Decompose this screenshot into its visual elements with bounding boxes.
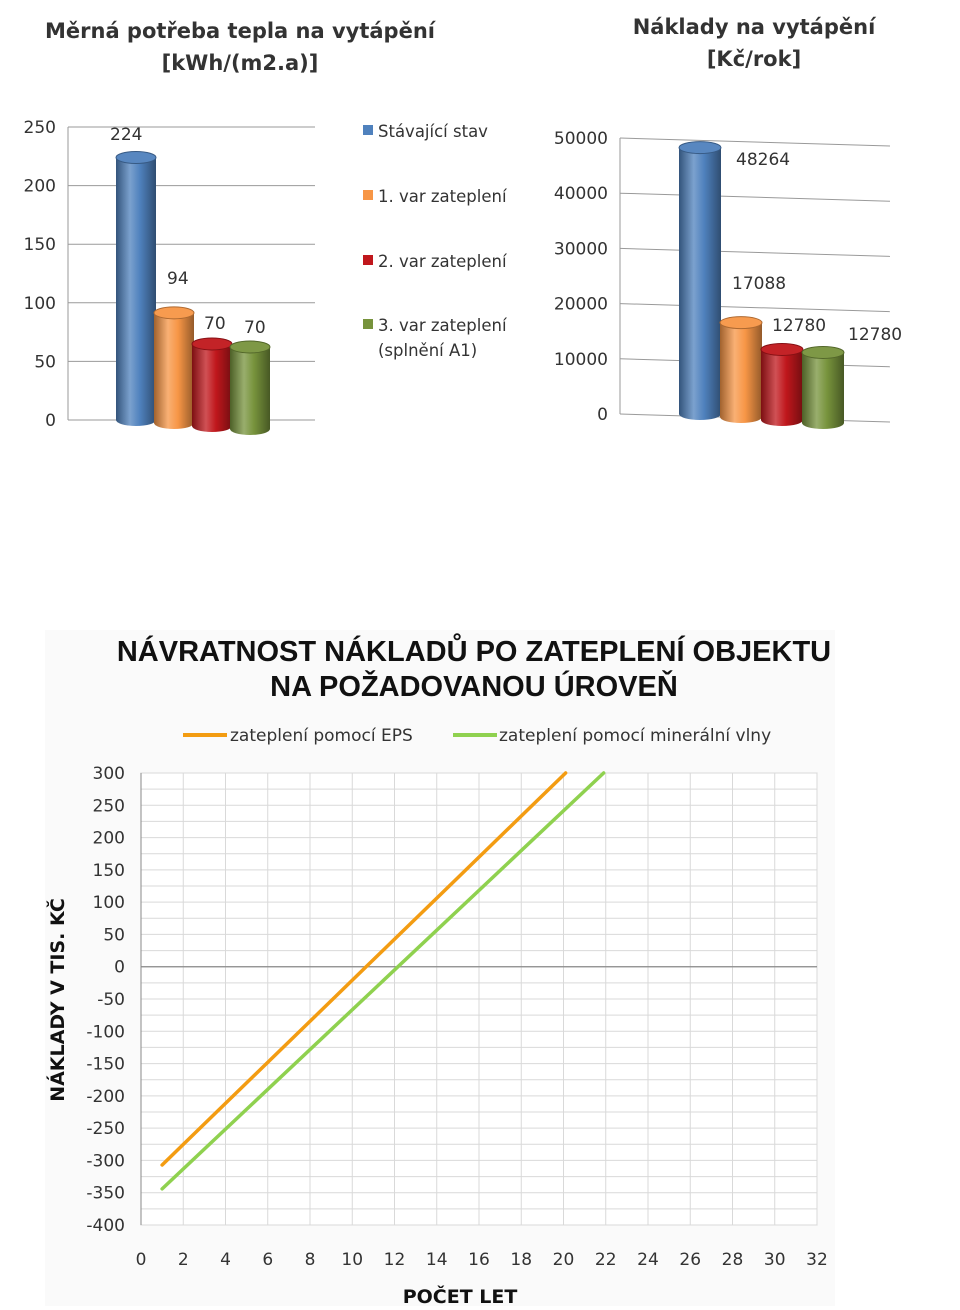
legend-entry-eps: zateplení pomocí EPS — [230, 726, 413, 746]
grid-line — [620, 248, 890, 256]
bar-top — [761, 343, 803, 355]
bar-top — [679, 142, 721, 154]
bar — [230, 347, 270, 435]
bars — [116, 151, 270, 435]
y-tick-label: 100 — [23, 293, 56, 314]
data-label: 70 — [204, 314, 226, 334]
bar-chart-heating-costs-svg — [530, 0, 960, 480]
y-tick-label: 250 — [92, 796, 125, 817]
y-tick-label: 50000 — [553, 129, 608, 149]
chart-subtitle: [Kč/rok] — [706, 47, 802, 71]
y-tick-label: 0 — [45, 411, 56, 431]
legend-swatch — [363, 190, 373, 200]
bar-top — [230, 341, 270, 353]
y-tick-label: -100 — [86, 1022, 125, 1043]
bar — [802, 352, 844, 429]
legend-entry-mineral-wool: zateplení pomocí minerální vlny — [499, 726, 772, 746]
data-label: 17088 — [732, 274, 787, 294]
x-tick-label: 22 — [594, 1250, 617, 1270]
data-label: 48264 — [736, 150, 791, 170]
bar-top — [192, 338, 232, 350]
legend-entry: 1. var zateplení — [378, 187, 507, 206]
bar-chart-heating-costs — [530, 0, 960, 480]
y-tick-label: 200 — [92, 828, 125, 849]
legend — [363, 122, 508, 360]
y-axis-title: NÁKLADY V TIS. KČ — [47, 898, 69, 1102]
bar-chart-heat-demand — [0, 0, 530, 480]
x-tick-label: 6 — [262, 1250, 274, 1270]
x-tick-label: 12 — [383, 1250, 406, 1270]
line-chart-payback — [40, 620, 920, 1306]
x-tick-label: 8 — [304, 1250, 316, 1270]
chart-subtitle: [kWh/(m2.a)] — [161, 51, 319, 75]
x-axis-title: POČET LET — [402, 1286, 518, 1306]
y-axis-ticks — [554, 129, 608, 425]
y-tick-label: -300 — [86, 1151, 125, 1172]
grid-line — [620, 193, 890, 201]
legend-swatch — [363, 125, 373, 135]
y-tick-label: 10000 — [553, 349, 608, 370]
x-tick-label: 2 — [177, 1250, 189, 1270]
y-tick-label: -150 — [86, 1054, 125, 1075]
chart-title: Měrná potřeba tepla na vytápění — [45, 19, 435, 43]
bar-top — [154, 307, 194, 319]
legend-swatch — [363, 255, 373, 265]
y-tick-label: -50 — [97, 990, 125, 1010]
y-tick-label: 300 — [92, 764, 125, 784]
line-chart-payback-svg — [40, 620, 920, 1306]
y-tick-label: 150 — [23, 235, 56, 256]
y-tick-label: 40000 — [553, 184, 608, 205]
grid-line — [620, 138, 890, 146]
y-tick-label: -200 — [86, 1086, 125, 1107]
bar — [720, 323, 762, 423]
legend-entry: 2. var zateplení — [378, 252, 507, 271]
y-tick-label: 150 — [92, 860, 125, 881]
chart-title: NÁVRATNOST NÁKLADŮ PO ZATEPLENÍ OBJEKTU — [116, 636, 832, 668]
x-tick-label: 10 — [341, 1250, 364, 1270]
x-tick-label: 32 — [806, 1250, 828, 1270]
bar-top — [720, 317, 762, 329]
chart-title: Náklady na vytápění — [632, 15, 876, 39]
legend-entry: 3. var zateplení — [378, 316, 507, 335]
x-tick-label: 28 — [721, 1250, 744, 1270]
bar — [116, 157, 156, 426]
chart-subtitle: NA POŽADOVANOU ÚROVEŇ — [270, 671, 678, 703]
y-tick-label: 200 — [23, 176, 56, 197]
y-tick-label: 50 — [103, 925, 125, 946]
y-tick-label: 20000 — [553, 294, 608, 315]
y-tick-label: 100 — [92, 893, 125, 914]
data-label: 70 — [244, 318, 266, 338]
x-tick-label: 20 — [552, 1250, 575, 1270]
data-label: 94 — [167, 269, 189, 289]
data-label: 12780 — [772, 316, 827, 336]
y-tick-label: 30000 — [553, 239, 608, 260]
legend-entry: (splnění A1) — [378, 341, 478, 360]
data-label: 224 — [110, 125, 143, 145]
y-tick-label: 0 — [114, 957, 125, 978]
legend-entry: Stávající stav — [378, 122, 488, 141]
data-label: 12780 — [848, 325, 903, 345]
x-tick-label: 24 — [637, 1250, 659, 1270]
bar — [192, 344, 232, 432]
x-tick-label: 14 — [425, 1250, 448, 1270]
data-labels — [732, 150, 902, 345]
bar — [761, 349, 803, 426]
bar — [679, 148, 721, 420]
bar-top — [116, 151, 156, 163]
x-tick-label: 16 — [468, 1250, 490, 1270]
y-axis-ticks — [24, 118, 56, 431]
y-tick-label: -250 — [86, 1119, 125, 1140]
x-tick-label: 30 — [763, 1250, 786, 1270]
y-tick-label: -350 — [86, 1183, 125, 1204]
x-tick-label: 18 — [510, 1250, 533, 1270]
x-tick-label: 26 — [679, 1250, 702, 1270]
x-tick-label: 0 — [135, 1250, 147, 1270]
y-tick-label: 0 — [597, 405, 608, 425]
legend-swatch — [363, 319, 373, 329]
y-tick-label: -400 — [86, 1216, 125, 1236]
grid-line — [620, 304, 890, 312]
y-tick-label: 250 — [23, 118, 56, 138]
bar — [154, 313, 194, 429]
bar-top — [802, 346, 844, 358]
bar-chart-heat-demand-svg — [0, 0, 530, 480]
x-tick-label: 4 — [220, 1250, 231, 1270]
y-tick-label: 50 — [34, 352, 56, 373]
